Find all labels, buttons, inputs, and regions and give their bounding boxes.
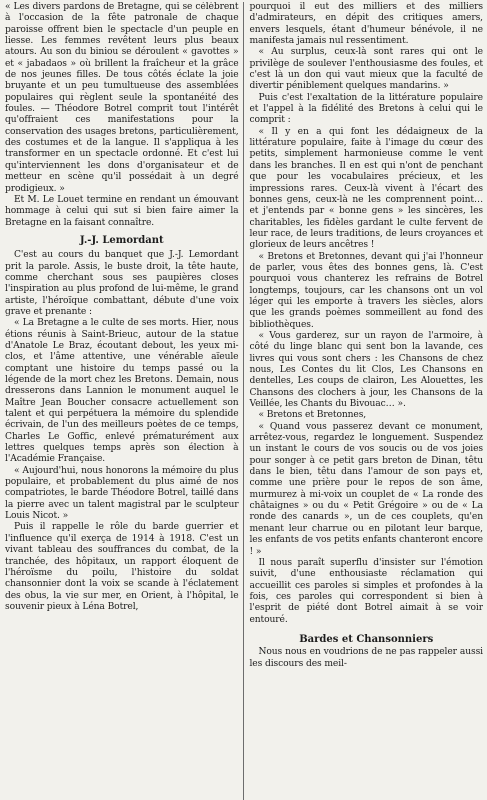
column-divider (243, 2, 244, 800)
paragraph: Puis c'est l'exaltation de la littérature populaire et l'appel à la fidélité des Bretons à celui qui le comprit : (249, 92, 483, 126)
paragraph: Puis il rappelle le rôle du barde guerrier et l'influence qu'il exerça de 1914 à 1918. C'est un vivant tableau des souffrances du combat, de la tranchée, des hôpitaux, un rapport éloquent de l'héroïsme du poilu, l'histoire du soldat chansonnier dont la voix se scande à l'éclatement des obus, la vie sur mer, en Orient, à l'hôpital, le souvenir pieux à Léna Botrel, (5, 522, 239, 612)
paragraph: Il nous paraît superflu d'insister sur l'émotion suivit, d'une enthousiaste réclamation qui accueillit ces paroles si simples et profondes à la fois, ces paroles qui correspondent si bien à l'esprit de piété dont Botrel aimait à se voir entouré. (249, 557, 483, 625)
paragraph: « Au surplus, ceux-là sont rares qui ont le privilège de soulever l'enthousiasme des foules, et c'est là un don qui vaut mieux que la faculté de divertir péniblement quelques mandarins. » (249, 47, 483, 92)
paragraph: « Bretons et Bretonnes, devant qui j'ai l'honneur de parler, vous êtes des bonnes gens, là. C'est pourquoi vous chanterez les refrains de Botrel longtemps, toujours, car les chansons ont un vol léger qui les emporte à travers les siècles, alors que les grands poèmes sommeillent au fond des bibliothèques. (249, 251, 483, 330)
section-heading: J.-J. Lemordant (79, 234, 164, 246)
paragraph: C'est au cours du banquet que J.-J. Lemordant prit la parole. Assis, le buste droit, la tête haute, comme cherchant sous ses paupières closes l'inspiration au plus profond de lui-même, le grand artiste, l'héroïque combattant, débute d'une voix grave et prenante : (5, 250, 239, 317)
paragraph: Et M. Le Louet termine en rendant un émouvant hommage à celui qui sut si bien faire aimer la Bretagne en la faisant connaître. (5, 194, 239, 228)
paragraph: pourquoi il eut des milliers et des milliers d'admirateurs, en dépit des critiques amers, envers lesquels, étant d'humeur bénévole, il ne manifesta jamais nul ressentiment. (249, 2, 483, 47)
paragraph: « Vous garderez, sur un rayon de l'armoire, à côté du linge blanc qui sent bon la lavande, ces livres qui vous sont chers : les Chansons de chez nous, Les Contes du lit Clos, Les Chansons en dentelles, Les coups de clairon, Les Alouettes, les Chansons des clochers à jour, les Chansons de la Veillée, les Chants du Bivouac… ». (249, 330, 483, 410)
right-column (246, 2, 483, 800)
paragraph: « Aujourd'hui, nous honorons la mémoire du plus populaire, et probablement du plus aimé de nos compatriotes, le barde Théodore Botrel, taillé dans la pierre avec un talent magistral par le sculpteur Louis Nicot. » (5, 465, 239, 522)
section-heading: Bardes et Chansonniers (299, 633, 434, 645)
paragraph: « Quand vous passerez devant ce monument, arrêtez-vous, regardez le longuement. Suspendez un instant le cours de vos soucis ou de vos joies pour songer à ce petit gars breton de Dinan, têtu dans le bien, têtu dans l'amour de son pays et, comme une prière pour le repos de son âme, murmurez à mi-voix un couplet de « La ronde des châtaignes » ou du « Petit Grégoire » ou de « La ronde des canards », un de ces couplets, qu'en menant leur charrue ou en pilotant leur barque, les enfants de vos petits enfants chanteront encore ! » (249, 421, 483, 557)
paragraph: Nous nous en voudrions de ne pas rappeler aussi les discours des meil- (249, 647, 483, 669)
article-columns (5, 2, 483, 800)
paragraph: « Il y en a qui font les dédaigneux de la littérature populaire, faite à l'image du cœur des petits, simplement harmonieuse comme le vent dans les branches. Il en est qui n'ont de penchant que pour les vocabulaires précieux, et les impressions rares. Ceux-là vivent à l'écart des bonnes gens, ceux-là ne les comprennent point… et j'entends par « bonne gens » les sincères, les charitables, les fidèles gardant le culte fervent de leur race, de leurs traditions, de leurs croyances et glorieux de leurs ancêtres ! (249, 126, 483, 251)
paragraph: « La Bretagne a le culte de ses morts. Hier, nous étions réunis à Saint-Brieuc, autour de la statue d'Anatole Le Braz, écoutant debout, les yeux mi-clos, et l'âme attentive, une vénérable aïeule comptant une histoire du temps passé ou la légende de la mort chez les Bretons. Demain, nous dresserons dans Lannion le monument auquel le Maître Jean Boucher consacre actuellement son talent et qui perpétuera la mémoire du splendide écrivain, de l'un des meilleurs poètes de ce temps, Charles Le Goffic, enlevé prématurément aux lettres quelques temps après son élection à l'Académie Française. (5, 318, 239, 465)
paragraph: « Les divers pardons de Bretagne, qui se célèbrent à l'occasion de la fête patronale de chaque paroisse offrent bien le spectacle d'un peuple en liesse. Les femmes revêtent leurs plus beaux atours. Au son du biniou se déroulent « gavottes » et « jabadaos » où brillent la fraîcheur et la grâce de nos jeunes filles. De tous côtés éclate la joie bruyante et un peu tumultueuse des assemblées populaires qui règlent seule la spontanéité des foules. — Théodore Botrel comprit tout l'intérêt qu'offraient ces manifestations pour la conservation des usages bretons, particulièrement, des costumes et de la langue. Il s'appliqua à les transformer en un spectacle ordonné. Et c'est lui qu'interviennent les dons d'organisateur et de metteur en scène qu'il possédait à un degré prodigieux. » (5, 2, 239, 194)
left-column (5, 2, 243, 800)
paragraph: « Bretons et Bretonnes, (258, 410, 367, 421)
